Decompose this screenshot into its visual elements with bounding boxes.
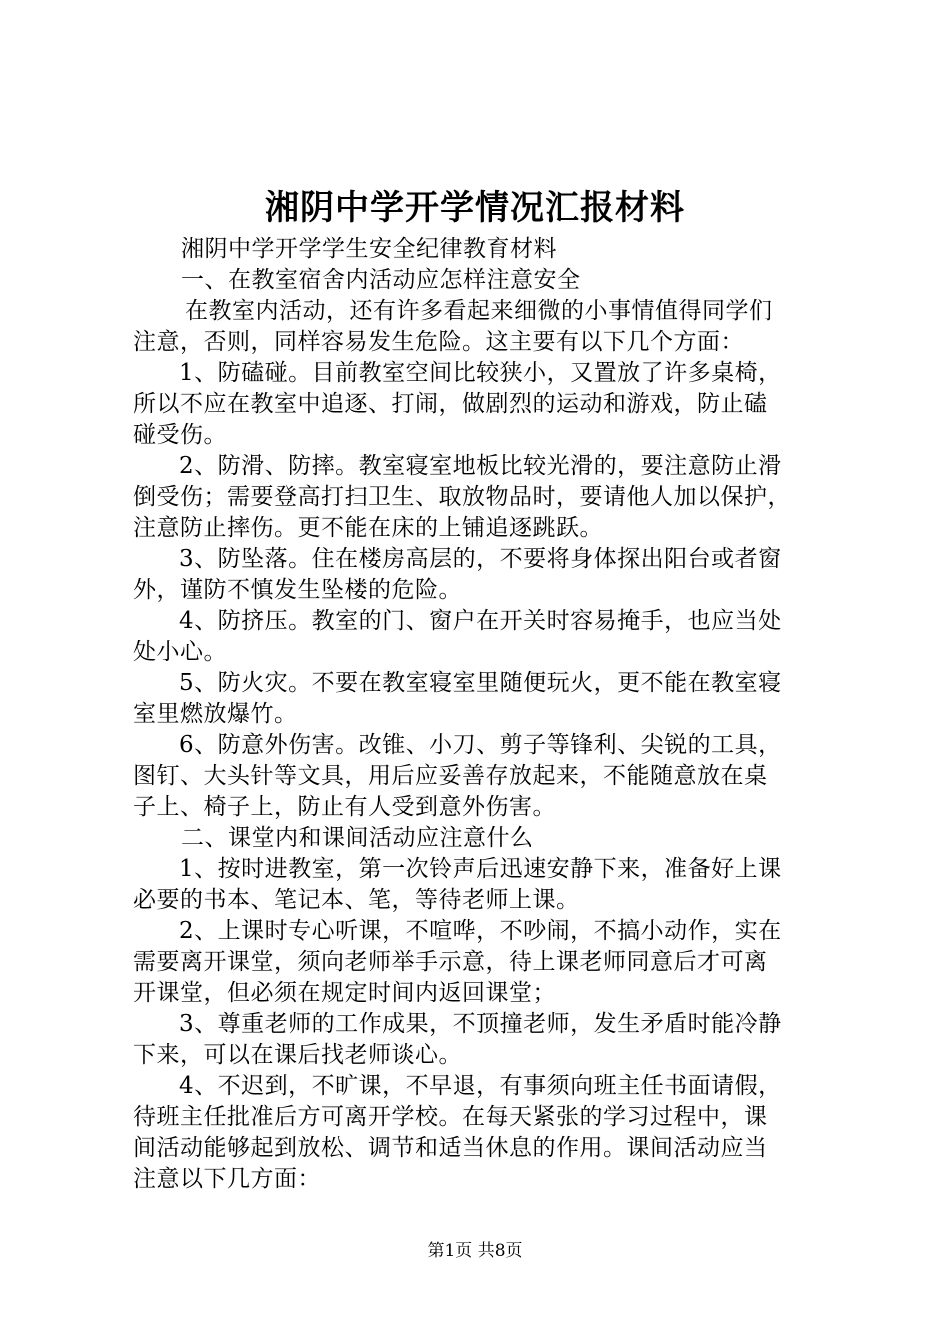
paragraph-line: 必要的书本、笔记本、笔，等待老师上课。 <box>133 887 580 913</box>
paragraph-line: 室里燃放爆竹。 <box>133 701 298 727</box>
paragraph-line: 6、防意外伤害。改锥、小刀、剪子等锋利、尖锐的工具， <box>179 732 782 758</box>
paragraph-line: 图钉、大头针等文具，用后应妥善存放起来，不能随意放在桌 <box>133 763 768 789</box>
paragraph-line: 2、防滑、防摔。教室寝室地板比较光滑的，要注意防止滑 <box>179 453 782 479</box>
paragraph-line: 倒受伤；需要登高打扫卫生、取放物品时，要请他人加以保护， <box>133 484 791 510</box>
paragraph-line: 待班主任批准后方可离开学校。在每天紧张的学习过程中，课 <box>133 1104 768 1130</box>
paragraph-line: 外，谨防不慎发生坠楼的危险。 <box>133 577 462 603</box>
paragraph-line: 间活动能够起到放松、调节和适当休息的作用。课间活动应当 <box>133 1135 768 1161</box>
paragraph-line: 下来，可以在课后找老师谈心。 <box>133 1042 462 1068</box>
paragraph-line: 子上、椅子上，防止有人受到意外伤害。 <box>133 794 556 820</box>
paragraph-line: 4、防挤压。教室的门、窗户在开关时容易掩手，也应当处 <box>179 608 782 634</box>
paragraph-line: 2、上课时专心听课，不喧哗，不吵闹，不搞小动作，实在 <box>179 918 782 944</box>
paragraph-line: 注意，否则，同样容易发生危险。这主要有以下几个方面： <box>133 329 744 355</box>
document-title: 湘阴中学开学情况汇报材料 <box>265 188 685 228</box>
paragraph-line: 在教室内活动，还有许多看起来细微的小事情值得同学们 <box>185 298 773 324</box>
subtitle-line: 湘阴中学开学学生安全纪律教育材料 <box>181 236 557 262</box>
paragraph-line: 3、防坠落。住在楼房高层的，不要将身体探出阳台或者窗 <box>179 546 782 572</box>
section-heading: 二、课堂内和课间活动应注意什么 <box>181 825 534 851</box>
paragraph-line: 处小心。 <box>133 639 227 665</box>
document-body <box>133 234 833 1195</box>
paragraph-line: 1、防磕碰。目前教室空间比较狭小，又置放了许多桌椅， <box>179 360 782 386</box>
paragraph-line: 注意以下几方面： <box>133 1166 321 1192</box>
paragraph-line: 3、尊重老师的工作成果，不顶撞老师，发生矛盾时能冷静 <box>179 1011 782 1037</box>
paragraph-line: 所以不应在教室中追逐、打闹，做剧烈的运动和游戏，防止磕 <box>133 391 768 417</box>
paragraph-line: 碰受伤。 <box>133 422 227 448</box>
section-heading: 一、在教室宿舍内活动应怎样注意安全 <box>181 267 581 293</box>
paragraph-line: 1、按时进教室，第一次铃声后迅速安静下来，准备好上课 <box>179 856 782 882</box>
paragraph-line: 5、防火灾。不要在教室寝室里随便玩火，更不能在教室寝 <box>179 670 782 696</box>
page-number-footer: 第1页 共8页 <box>427 1241 523 1261</box>
paragraph-line: 4、不迟到，不旷课，不早退，有事须向班主任书面请假， <box>179 1073 782 1099</box>
paragraph-line: 开课堂，但必须在规定时间内返回课堂； <box>133 980 556 1006</box>
paragraph-line: 需要离开课堂，须向老师举手示意，待上课老师同意后才可离 <box>133 949 768 975</box>
paragraph-line: 注意防止摔伤。更不能在床的上铺追逐跳跃。 <box>133 515 603 541</box>
